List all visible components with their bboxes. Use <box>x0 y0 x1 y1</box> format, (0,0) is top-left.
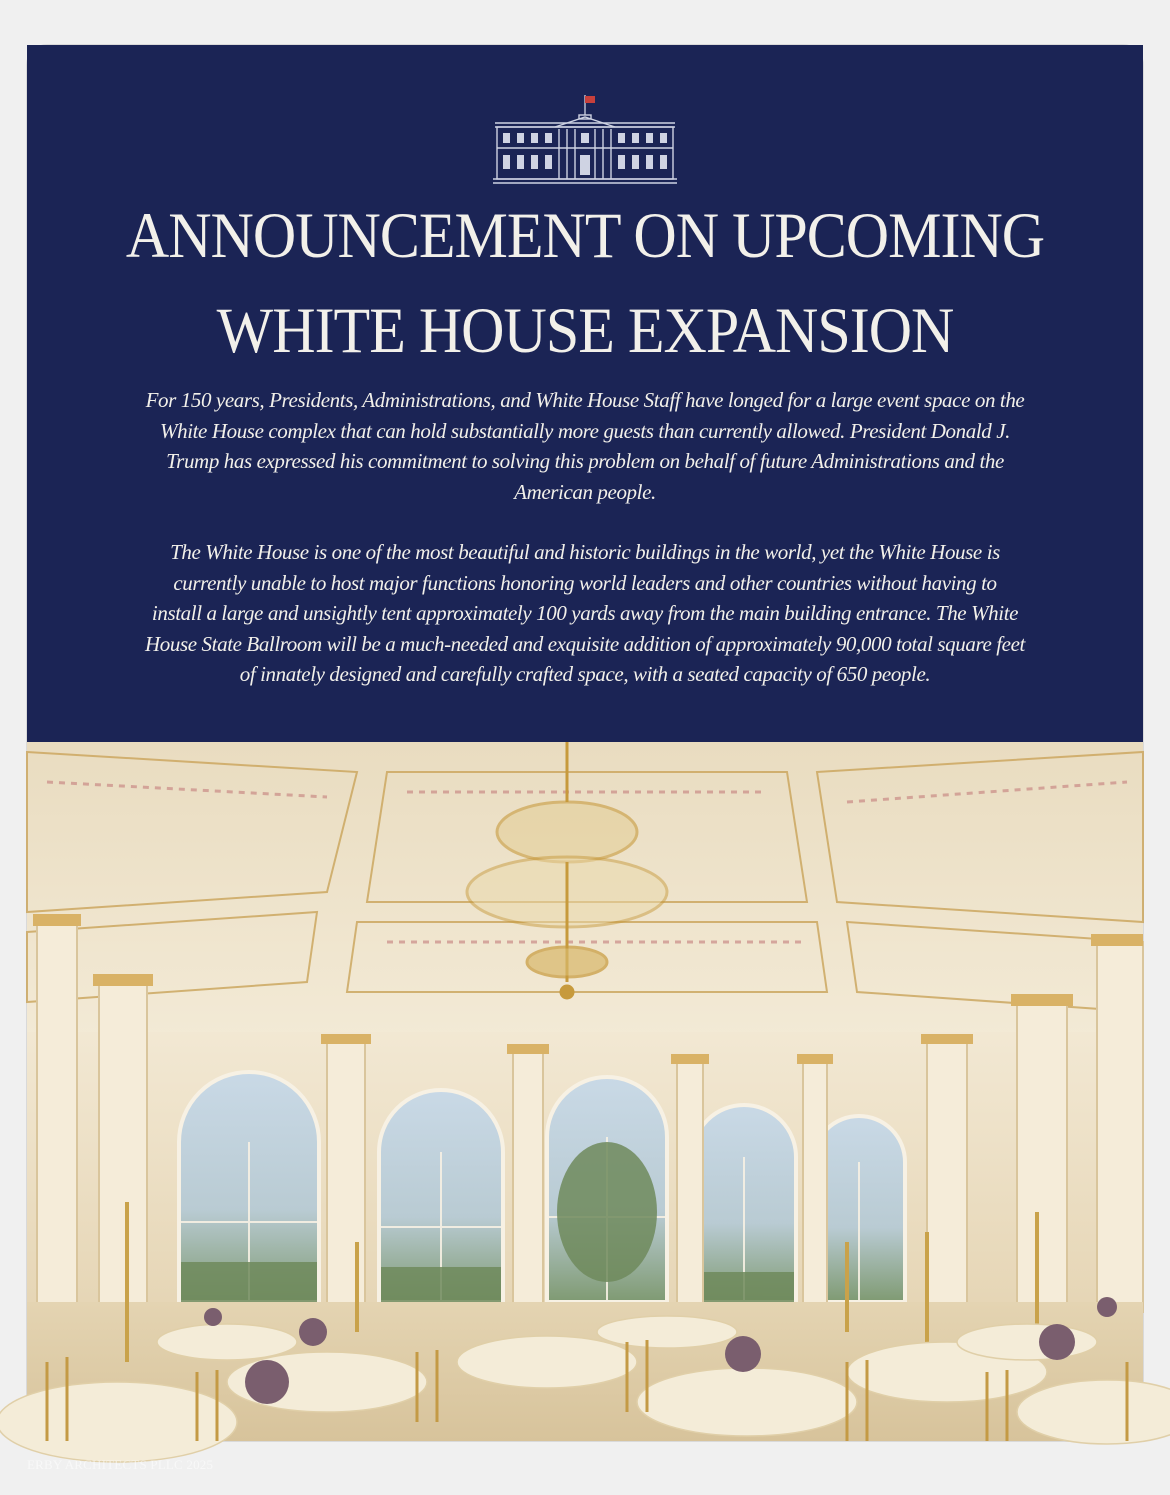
ballroom-rendering <box>27 742 1143 1441</box>
paragraph-1-line: Trump has expressed his commitment to solving this problem on behalf of future Administrations and the <box>166 449 1004 473</box>
paragraph-2-line: House State Ballroom will be a much-needed and exquisite addition of approximately 90,000 total square feet <box>145 631 1025 656</box>
paragraph-2 <box>77 537 1093 690</box>
title-line-2: WHITE HOUSE EXPANSION <box>216 294 954 367</box>
announcement-card <box>27 45 1143 1472</box>
announcement-header <box>27 45 1143 745</box>
image-credit: ERBY ARCHITECTS PLLC 2025 <box>27 1457 214 1472</box>
paragraph-2-line: The White House is one of the most beautiful and historic buildings in the world, yet the White House is <box>170 540 1000 564</box>
paragraph-1 <box>77 385 1093 507</box>
paragraph-2-line: of innately designed and carefully crafted space, with a seated capacity of 650 people. <box>239 662 931 686</box>
paragraph-1-line: American people. <box>514 479 656 504</box>
us-flag-icon <box>585 96 595 103</box>
paragraph-1-line: For 150 years, Presidents, Administrations, and White House Staff have longed for a large event space on the <box>145 388 1025 412</box>
paragraph-2-line: currently unable to host major functions honoring world leaders and other countries without having to <box>173 570 997 595</box>
white-house-logo-icon <box>493 93 677 185</box>
paragraph-2-line: install a large and unsightly tent approximately 100 yards away from the main building entrance. The White <box>151 601 1019 625</box>
paragraph-1-line: White House complex that can hold substantially more guests than currently allowed. President Donald J. <box>160 418 1010 443</box>
title-line-1: ANNOUNCEMENT ON UPCOMING <box>125 199 1045 272</box>
page-title <box>67 188 1103 378</box>
